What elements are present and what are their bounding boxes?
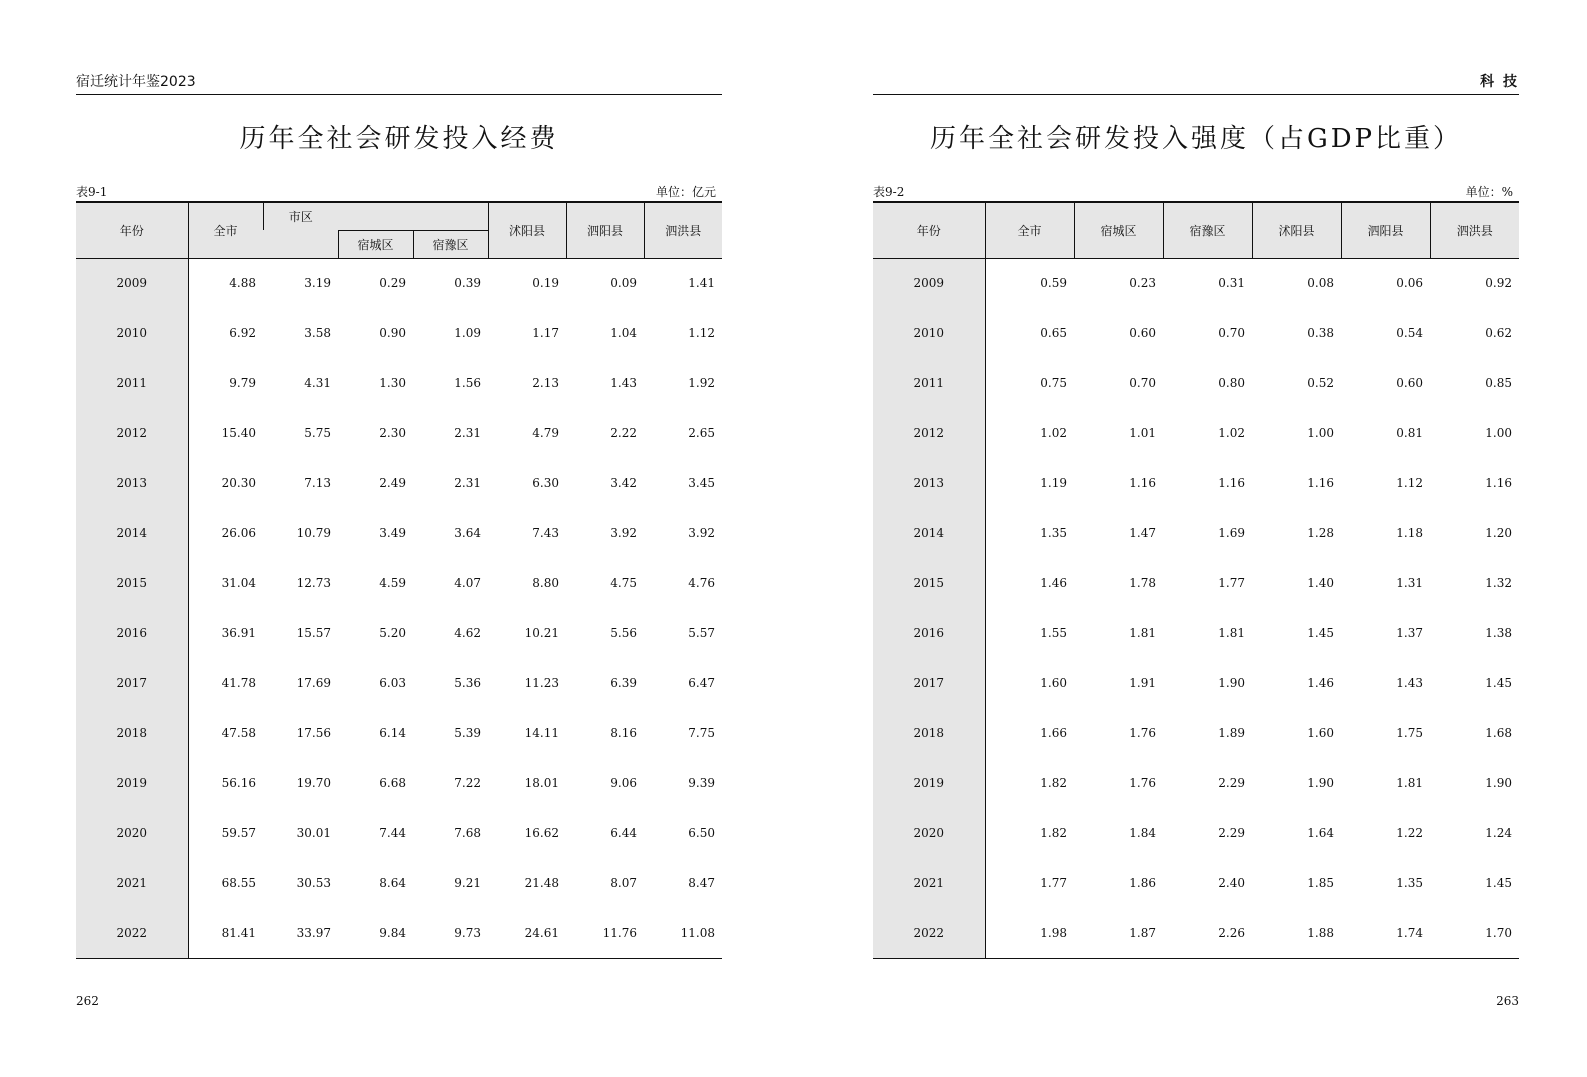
table-body-right xyxy=(873,258,1519,958)
value-cell: 1.91 xyxy=(1129,676,1156,690)
value-cell: 3.92 xyxy=(610,526,637,540)
value-cell: 1.02 xyxy=(1040,426,1067,440)
value-cell: 0.80 xyxy=(1218,376,1245,390)
value-cell: 1.84 xyxy=(1129,826,1156,840)
value-cell: 5.75 xyxy=(304,426,331,440)
table-row xyxy=(873,558,1519,608)
value-cell: 1.22 xyxy=(1396,826,1423,840)
header-year: 年份 xyxy=(873,202,985,258)
value-cell: 1.77 xyxy=(1218,576,1245,590)
value-cell: 1.19 xyxy=(1040,476,1067,490)
value-cell: 1.43 xyxy=(610,376,637,390)
value-cell: 16.62 xyxy=(524,826,559,840)
page-number-left: 262 xyxy=(76,994,99,1008)
value-cell: 1.90 xyxy=(1218,676,1245,690)
value-cell: 1.35 xyxy=(1396,876,1423,890)
value-cell: 0.59 xyxy=(1040,276,1067,291)
table-row xyxy=(76,408,722,458)
value-cell: 9.79 xyxy=(229,376,256,390)
year-cell: 2017 xyxy=(873,658,985,708)
value-cell: 11.08 xyxy=(644,908,722,958)
value-cell: 1.16 xyxy=(1485,476,1512,490)
value-cell: 6.30 xyxy=(532,476,559,490)
value-cell: 1.81 xyxy=(1129,626,1156,640)
value-cell: 1.78 xyxy=(1129,576,1156,590)
value-cell: 0.19 xyxy=(532,276,559,291)
value-cell: 12.73 xyxy=(296,576,331,590)
value-cell: 0.08 xyxy=(1307,276,1334,291)
value-cell: 11.23 xyxy=(524,676,559,690)
value-cell: 1.09 xyxy=(454,326,481,340)
value-cell: 1.04 xyxy=(610,326,637,340)
value-cell: 1.00 xyxy=(1485,426,1512,440)
value-cell: 0.06 xyxy=(1396,276,1423,291)
year-cell: 2022 xyxy=(76,908,188,958)
rd-intensity-table xyxy=(873,201,1519,959)
year-cell: 2017 xyxy=(76,658,188,708)
value-cell: 1.43 xyxy=(1396,676,1423,690)
header-city: 全市 xyxy=(985,202,1074,258)
value-cell: 1.16 xyxy=(1218,476,1245,490)
value-cell: 1.47 xyxy=(1129,526,1156,540)
year-cell: 2019 xyxy=(873,758,985,808)
value-cell: 0.29 xyxy=(379,276,406,291)
value-cell: 1.81 xyxy=(1218,626,1245,640)
table-row xyxy=(76,608,722,658)
value-cell: 2.40 xyxy=(1218,876,1245,890)
value-cell: 5.56 xyxy=(610,626,637,640)
table-row xyxy=(873,658,1519,708)
table-body-left xyxy=(76,258,722,958)
table-row xyxy=(873,308,1519,358)
table-row xyxy=(873,358,1519,408)
value-cell: 2.65 xyxy=(688,426,715,440)
value-cell: 3.49 xyxy=(379,526,406,540)
value-cell: 1.16 xyxy=(1129,476,1156,490)
header-siyang: 泗阳县 xyxy=(566,202,644,258)
value-cell: 1.20 xyxy=(1485,526,1512,540)
value-cell: 1.85 xyxy=(1307,876,1334,890)
table-row xyxy=(76,458,722,508)
page-number-right: 263 xyxy=(1496,994,1519,1008)
year-cell: 2012 xyxy=(873,408,985,458)
value-cell: 1.35 xyxy=(1040,526,1067,540)
year-cell: 2021 xyxy=(76,858,188,908)
value-cell: 17.56 xyxy=(296,726,331,740)
left-page xyxy=(76,0,722,1077)
header-urban: 市区 xyxy=(263,202,338,230)
value-cell: 1.17 xyxy=(532,326,559,340)
value-cell: 1.55 xyxy=(1040,626,1067,640)
year-cell: 2010 xyxy=(76,308,188,358)
table-row xyxy=(76,908,722,958)
table-title-right: 历年全社会研发投入强度（占GDP比重） xyxy=(929,124,1463,154)
value-cell: 18.01 xyxy=(524,776,559,790)
value-cell: 2.26 xyxy=(1163,908,1252,958)
value-cell: 1.76 xyxy=(1129,776,1156,790)
value-cell: 0.62 xyxy=(1485,326,1512,340)
table-number-left: 表9-1 xyxy=(76,185,108,199)
value-cell: 6.44 xyxy=(610,826,637,840)
year-cell: 2018 xyxy=(76,708,188,758)
year-cell: 2015 xyxy=(873,558,985,608)
year-cell: 2011 xyxy=(873,358,985,408)
value-cell: 8.47 xyxy=(688,876,715,890)
value-cell: 4.75 xyxy=(610,576,637,590)
value-cell: 7.43 xyxy=(532,526,559,540)
value-cell: 2.22 xyxy=(610,426,637,440)
table-row xyxy=(76,758,722,808)
value-cell: 14.11 xyxy=(524,726,559,740)
value-cell: 1.81 xyxy=(1396,776,1423,790)
table-title-left: 历年全社会研发投入经费 xyxy=(239,124,559,154)
value-cell: 0.92 xyxy=(1485,276,1512,291)
value-cell: 0.23 xyxy=(1129,276,1156,291)
value-cell: 10.21 xyxy=(524,626,559,640)
value-cell: 1.64 xyxy=(1307,826,1334,840)
value-cell: 4.31 xyxy=(304,376,331,390)
value-cell: 1.68 xyxy=(1485,726,1512,740)
value-cell: 0.90 xyxy=(379,326,406,340)
value-cell: 6.92 xyxy=(229,326,256,340)
value-cell: 1.40 xyxy=(1307,576,1334,590)
table-row xyxy=(873,258,1519,308)
value-cell: 8.07 xyxy=(610,876,637,890)
table-meta-left xyxy=(76,183,722,199)
value-cell: 0.31 xyxy=(1218,276,1245,291)
value-cell: 1.56 xyxy=(454,376,481,390)
value-cell: 0.39 xyxy=(454,276,481,291)
value-cell: 3.42 xyxy=(610,476,637,490)
value-cell: 81.41 xyxy=(188,908,263,958)
value-cell: 1.90 xyxy=(1485,776,1512,790)
table-row xyxy=(76,358,722,408)
value-cell: 1.18 xyxy=(1396,526,1423,540)
value-cell: 2.29 xyxy=(1218,776,1245,790)
header-sihong: 泗洪县 xyxy=(1430,202,1519,258)
value-cell: 1.89 xyxy=(1218,726,1245,740)
value-cell: 9.73 xyxy=(413,908,488,958)
table-row xyxy=(76,858,722,908)
header-urban-spacer xyxy=(338,202,488,230)
header-city: 全市 xyxy=(188,202,263,258)
value-cell: 6.39 xyxy=(610,676,637,690)
header-shuyang: 沭阳县 xyxy=(1252,202,1341,258)
value-cell: 1.60 xyxy=(1307,726,1334,740)
value-cell: 21.48 xyxy=(524,876,559,890)
table-row xyxy=(873,758,1519,808)
value-cell: 1.01 xyxy=(1129,426,1156,440)
year-cell: 2016 xyxy=(76,608,188,658)
value-cell: 20.30 xyxy=(221,476,256,490)
value-cell: 3.64 xyxy=(454,526,481,540)
value-cell: 4.76 xyxy=(688,576,715,590)
value-cell: 1.37 xyxy=(1396,626,1423,640)
value-cell: 0.75 xyxy=(1040,376,1067,390)
value-cell: 1.12 xyxy=(1396,476,1423,490)
value-cell: 2.30 xyxy=(379,426,406,440)
value-cell: 24.61 xyxy=(488,908,566,958)
header-siyang: 泗阳县 xyxy=(1341,202,1430,258)
value-cell: 15.40 xyxy=(221,426,256,440)
value-cell: 19.70 xyxy=(296,776,331,790)
value-cell: 6.68 xyxy=(379,776,406,790)
header-suyu: 宿豫区 xyxy=(1163,202,1252,258)
value-cell: 6.50 xyxy=(688,826,715,840)
table-row xyxy=(873,408,1519,458)
value-cell: 68.55 xyxy=(221,876,256,890)
value-cell: 47.58 xyxy=(221,726,256,740)
table-meta-right xyxy=(873,183,1519,199)
value-cell: 0.70 xyxy=(1218,326,1245,340)
value-cell: 1.77 xyxy=(1040,876,1067,890)
value-cell: 0.65 xyxy=(1040,326,1067,340)
year-cell: 2012 xyxy=(76,408,188,458)
value-cell: 7.68 xyxy=(454,826,481,840)
value-cell: 1.46 xyxy=(1040,576,1067,590)
value-cell: 1.98 xyxy=(985,908,1074,958)
value-cell: 0.60 xyxy=(1396,376,1423,390)
value-cell: 36.91 xyxy=(221,626,256,640)
year-cell: 2013 xyxy=(76,458,188,508)
value-cell: 1.41 xyxy=(688,276,715,291)
value-cell: 1.16 xyxy=(1307,476,1334,490)
value-cell: 7.22 xyxy=(454,776,481,790)
value-cell: 3.19 xyxy=(304,276,331,291)
year-cell: 2016 xyxy=(873,608,985,658)
value-cell: 2.49 xyxy=(379,476,406,490)
value-cell: 5.39 xyxy=(454,726,481,740)
table-row xyxy=(873,458,1519,508)
value-cell: 30.53 xyxy=(296,876,331,890)
value-cell: 8.80 xyxy=(532,576,559,590)
value-cell: 1.60 xyxy=(1040,676,1067,690)
value-cell: 4.62 xyxy=(454,626,481,640)
table-number-right: 表9-2 xyxy=(873,185,905,199)
value-cell: 0.52 xyxy=(1307,376,1334,390)
value-cell: 5.57 xyxy=(688,626,715,640)
value-cell: 1.45 xyxy=(1485,676,1512,690)
value-cell: 2.13 xyxy=(532,376,559,390)
value-cell: 1.92 xyxy=(688,376,715,390)
year-cell: 2020 xyxy=(76,808,188,858)
value-cell: 4.88 xyxy=(229,276,256,291)
value-cell: 10.79 xyxy=(296,526,331,540)
value-cell: 26.06 xyxy=(221,526,256,540)
value-cell: 2.29 xyxy=(1218,826,1245,840)
value-cell: 6.14 xyxy=(379,726,406,740)
value-cell: 8.64 xyxy=(379,876,406,890)
value-cell: 1.75 xyxy=(1396,726,1423,740)
header-sucheng: 宿城区 xyxy=(1074,202,1163,258)
value-cell: 4.79 xyxy=(532,426,559,440)
value-cell: 1.00 xyxy=(1307,426,1334,440)
table-row xyxy=(76,308,722,358)
value-cell: 7.13 xyxy=(304,476,331,490)
value-cell: 17.69 xyxy=(296,676,331,690)
table-row xyxy=(76,708,722,758)
header-urban-blank xyxy=(263,230,338,258)
value-cell: 41.78 xyxy=(221,676,256,690)
table-row xyxy=(873,708,1519,758)
value-cell: 0.81 xyxy=(1396,426,1423,440)
value-cell: 1.31 xyxy=(1396,576,1423,590)
value-cell: 1.24 xyxy=(1485,826,1512,840)
value-cell: 15.57 xyxy=(296,626,331,640)
rd-expenditure-table xyxy=(76,201,722,959)
value-cell: 1.28 xyxy=(1307,526,1334,540)
value-cell: 7.44 xyxy=(379,826,406,840)
table-row xyxy=(873,908,1519,958)
year-cell: 2019 xyxy=(76,758,188,808)
value-cell: 9.06 xyxy=(610,776,637,790)
value-cell: 11.76 xyxy=(566,908,644,958)
year-cell: 2014 xyxy=(873,508,985,558)
year-cell: 2010 xyxy=(873,308,985,358)
unit-label-left: 单位：亿元 xyxy=(655,185,716,199)
header-suyu: 宿豫区 xyxy=(413,230,488,258)
value-cell: 8.16 xyxy=(610,726,637,740)
table-row xyxy=(76,808,722,858)
right-page xyxy=(873,0,1519,1077)
value-cell: 33.97 xyxy=(263,908,338,958)
table-row xyxy=(873,808,1519,858)
year-cell: 2020 xyxy=(873,808,985,858)
value-cell: 1.32 xyxy=(1485,576,1512,590)
table-row xyxy=(76,508,722,558)
value-cell: 3.58 xyxy=(304,326,331,340)
year-cell: 2009 xyxy=(873,258,985,308)
year-cell: 2009 xyxy=(76,258,188,308)
value-cell: 0.60 xyxy=(1129,326,1156,340)
header-year: 年份 xyxy=(76,202,188,258)
table-row xyxy=(76,658,722,708)
value-cell: 5.36 xyxy=(454,676,481,690)
header-sucheng: 宿城区 xyxy=(338,230,413,258)
unit-label-right: 单位：% xyxy=(1465,185,1513,199)
value-cell: 1.30 xyxy=(379,376,406,390)
year-cell: 2018 xyxy=(873,708,985,758)
value-cell: 1.02 xyxy=(1218,426,1245,440)
value-cell: 1.88 xyxy=(1252,908,1341,958)
year-cell: 2013 xyxy=(873,458,985,508)
chapter-title: 科 技 xyxy=(1480,74,1519,90)
value-cell: 1.82 xyxy=(1040,826,1067,840)
value-cell: 56.16 xyxy=(221,776,256,790)
header-shuyang: 沭阳县 xyxy=(488,202,566,258)
table-row xyxy=(873,858,1519,908)
value-cell: 2.31 xyxy=(454,426,481,440)
value-cell: 1.38 xyxy=(1485,626,1512,640)
value-cell: 1.46 xyxy=(1307,676,1334,690)
year-cell: 2015 xyxy=(76,558,188,608)
value-cell: 1.12 xyxy=(688,326,715,340)
value-cell: 1.76 xyxy=(1129,726,1156,740)
value-cell: 1.86 xyxy=(1129,876,1156,890)
value-cell: 3.45 xyxy=(688,476,715,490)
value-cell: 2.31 xyxy=(454,476,481,490)
running-head-left xyxy=(76,74,722,95)
value-cell: 0.54 xyxy=(1396,326,1423,340)
yearbook-title: 宿迁统计年鉴2023 xyxy=(76,74,196,90)
table-row xyxy=(76,558,722,608)
year-cell: 2011 xyxy=(76,358,188,408)
value-cell: 1.74 xyxy=(1341,908,1430,958)
value-cell: 9.39 xyxy=(688,776,715,790)
value-cell: 6.03 xyxy=(379,676,406,690)
year-cell: 2022 xyxy=(873,908,985,958)
value-cell: 59.57 xyxy=(221,826,256,840)
value-cell: 9.84 xyxy=(338,908,413,958)
value-cell: 0.09 xyxy=(610,276,637,291)
running-head-right xyxy=(873,74,1519,95)
value-cell: 3.92 xyxy=(688,526,715,540)
value-cell: 1.70 xyxy=(1430,908,1519,958)
value-cell: 1.66 xyxy=(1040,726,1067,740)
value-cell: 1.69 xyxy=(1218,526,1245,540)
value-cell: 4.07 xyxy=(454,576,481,590)
value-cell: 1.90 xyxy=(1307,776,1334,790)
value-cell: 5.20 xyxy=(379,626,406,640)
value-cell: 1.82 xyxy=(1040,776,1067,790)
year-cell: 2014 xyxy=(76,508,188,558)
value-cell: 31.04 xyxy=(221,576,256,590)
value-cell: 0.38 xyxy=(1307,326,1334,340)
value-cell: 6.47 xyxy=(688,676,715,690)
value-cell: 1.45 xyxy=(1485,876,1512,890)
value-cell: 7.75 xyxy=(688,726,715,740)
table-row xyxy=(873,608,1519,658)
value-cell: 9.21 xyxy=(454,876,481,890)
value-cell: 1.45 xyxy=(1307,626,1334,640)
value-cell: 4.59 xyxy=(379,576,406,590)
table-row xyxy=(873,508,1519,558)
value-cell: 0.85 xyxy=(1485,376,1512,390)
value-cell: 30.01 xyxy=(296,826,331,840)
year-cell: 2021 xyxy=(873,858,985,908)
table-row xyxy=(76,258,722,308)
value-cell: 1.87 xyxy=(1074,908,1163,958)
header-sihong: 泗洪县 xyxy=(644,202,722,258)
value-cell: 0.70 xyxy=(1129,376,1156,390)
